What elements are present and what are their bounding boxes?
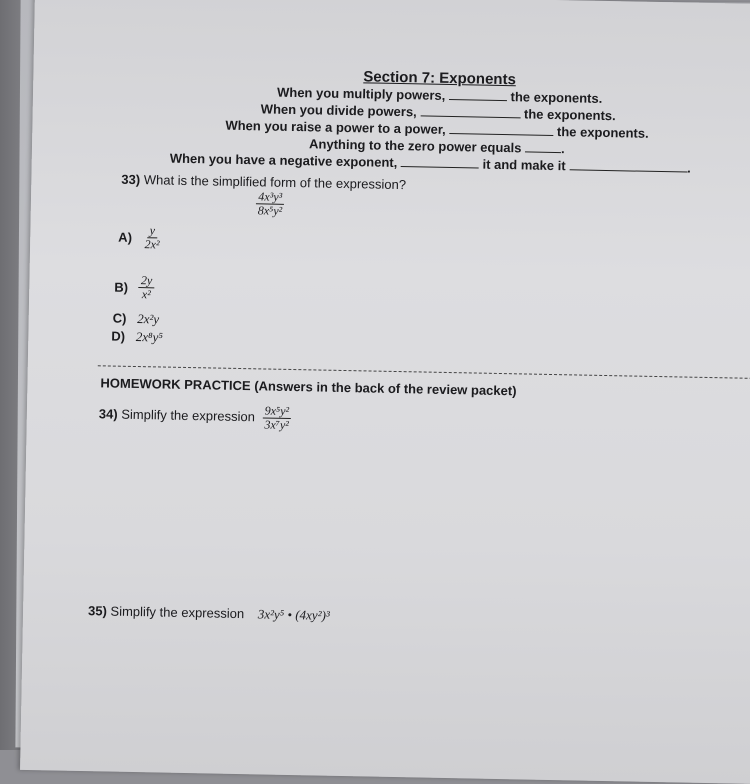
rule-negative — [170, 151, 691, 176]
question-34 — [99, 401, 292, 432]
choice-a-letter: A) — [118, 229, 133, 245]
question-33-prompt: What is the simplified form of the expression? — [143, 172, 407, 193]
homework-heading — [100, 375, 516, 398]
question-34-number: 34) — [98, 406, 118, 422]
choice-c[interactable] — [113, 310, 160, 329]
question-33-expression — [256, 190, 285, 218]
homework-note: (Answers in the back of the review packet) — [254, 378, 517, 399]
rule-zero-after: . — [560, 141, 565, 157]
choice-a[interactable] — [118, 224, 162, 252]
expr-35: 3x²y⁵ • (4xy²)³ — [257, 606, 330, 623]
blank-negative-1[interactable] — [401, 165, 479, 168]
choice-b-denominator: x² — [141, 287, 151, 302]
choice-b-numerator: 2y — [139, 274, 155, 288]
question-35-prompt: Simplify the expression — [110, 603, 245, 622]
blank-divide[interactable] — [420, 114, 520, 118]
question-33-number: 33) — [121, 171, 141, 188]
worksheet-page — [20, 0, 750, 784]
question-35 — [88, 603, 330, 624]
section-title: Section 7: Exponents — [363, 68, 517, 89]
rule-power-text: When you raise a power to a power, — [225, 117, 446, 137]
blank-negative-2[interactable] — [569, 168, 687, 172]
expr-33-numerator: 4x³y³ — [256, 190, 284, 205]
choice-d[interactable] — [111, 328, 163, 347]
blank-zero[interactable] — [525, 150, 561, 153]
rule-negative-after: . — [687, 160, 691, 176]
choice-c-text: 2x²y — [137, 311, 160, 327]
choice-c-letter: C) — [112, 310, 127, 326]
rule-divide-text: When you divide powers, — [260, 101, 417, 120]
expr-34-denominator: 3x⁷y² — [264, 417, 289, 432]
choice-d-letter: D) — [111, 328, 126, 344]
rule-multiply-after: the exponents. — [510, 89, 603, 106]
choice-b-letter: B) — [114, 279, 129, 295]
question-35-number: 35) — [87, 603, 108, 619]
choice-a-denominator: 2x² — [144, 237, 160, 252]
answer-space-34[interactable] — [95, 451, 698, 602]
answer-space-35[interactable] — [86, 631, 688, 743]
rule-multiply-text: When you multiply powers, — [276, 84, 446, 103]
homework-title: HOMEWORK PRACTICE — [100, 375, 251, 394]
expr-34-numerator: 9x⁵y² — [263, 404, 292, 419]
choice-d-text: 2x⁸y⁵ — [135, 329, 164, 345]
rule-negative-mid: it and make it — [482, 156, 566, 174]
rule-negative-text: When you have a negative exponent, — [169, 150, 398, 170]
blank-power[interactable] — [449, 132, 553, 136]
rule-divide-after: the exponents. — [523, 106, 616, 124]
rule-zero-text: Anything to the zero power equals — [308, 136, 522, 156]
blank-multiply[interactable] — [449, 98, 507, 101]
choice-b[interactable] — [114, 274, 154, 302]
question-34-prompt: Simplify the expression — [121, 406, 256, 425]
choice-a-numerator: y — [148, 224, 158, 238]
rule-power-after: the exponents. — [556, 124, 649, 141]
expr-33-denominator: 8x⁵y² — [257, 203, 283, 218]
